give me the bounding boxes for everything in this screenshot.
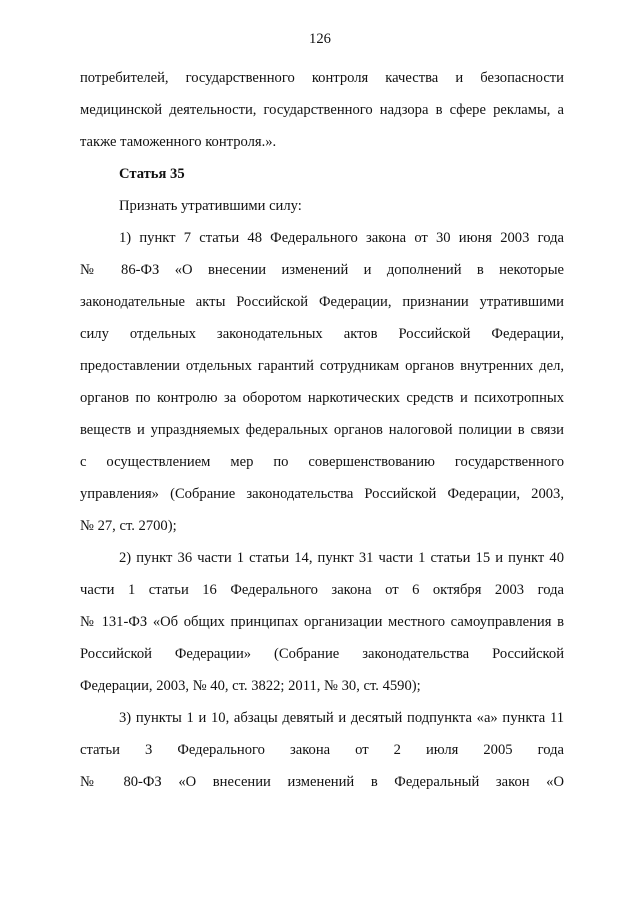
list-item-2 — [80, 542, 564, 702]
paragraph-line: управления» (Собрание законодательства Российской Федерации, 2003, — [80, 486, 564, 502]
paragraph-line: № 80-ФЗ «О внесении изменений в Федеральный закон «О — [80, 774, 564, 790]
paragraph-line: № 131-ФЗ «Об общих принципах организации местного самоуправления в — [80, 614, 564, 630]
paragraph-line: 1) пункт 7 статьи 48 Федерального закона от 30 июня 2003 года — [119, 230, 564, 246]
paragraph-line: законодательные акты Российской Федерации, признании утратившими — [80, 294, 564, 310]
paragraph-line: предоставлении отдельных гарантий сотрудникам органов внутренних дел, — [80, 358, 564, 374]
article-heading: Статья 35 — [119, 166, 185, 182]
paragraph-line: силу отдельных законодательных актов Российской Федерации, — [80, 326, 564, 342]
paragraph-line: Российской Федерации» (Собрание законодательства Российской — [80, 646, 564, 662]
paragraph-line: 2) пункт 36 части 1 статьи 14, пункт 31 части 1 статьи 15 и пункт 40 — [119, 550, 564, 566]
paragraph-line: также таможенного контроля.». — [80, 134, 277, 150]
paragraph-line: части 1 статьи 16 Федерального закона от 6 октября 2003 года — [80, 582, 564, 598]
paragraph-line: с осуществлением мер по совершенствованию государственного — [80, 454, 564, 470]
paragraph-line: 3) пункты 1 и 10, абзацы девятый и десятый подпункта «а» пункта 11 — [119, 710, 564, 726]
paragraph-line: № 27, ст. 2700); — [80, 518, 177, 534]
paragraph-line: потребителей, государственного контроля качества и безопасности — [80, 70, 564, 86]
paragraph-line: веществ и упраздняемых федеральных органов налоговой полиции в связи — [80, 422, 564, 438]
paragraph-line: органов по контролю за оборотом наркотических средств и психотропных — [80, 390, 564, 406]
article-intro: Признать утратившими силу: — [119, 198, 302, 214]
document-body — [80, 62, 564, 798]
list-item-3 — [80, 702, 564, 798]
list-item-1 — [80, 222, 564, 542]
paragraph-line: статьи 3 Федерального закона от 2 июля 2005 года — [80, 742, 564, 758]
page-number: 126 — [309, 31, 331, 47]
paragraph-line: медицинской деятельности, государственного надзора в сфере рекламы, а — [80, 102, 564, 118]
paragraph-line: № 86-ФЗ «О внесении изменений и дополнений в некоторые — [80, 262, 564, 278]
paragraph-continuation — [80, 62, 564, 158]
paragraph-line: Федерации, 2003, № 40, ст. 3822; 2011, № 30, ст. 4590); — [80, 678, 421, 694]
